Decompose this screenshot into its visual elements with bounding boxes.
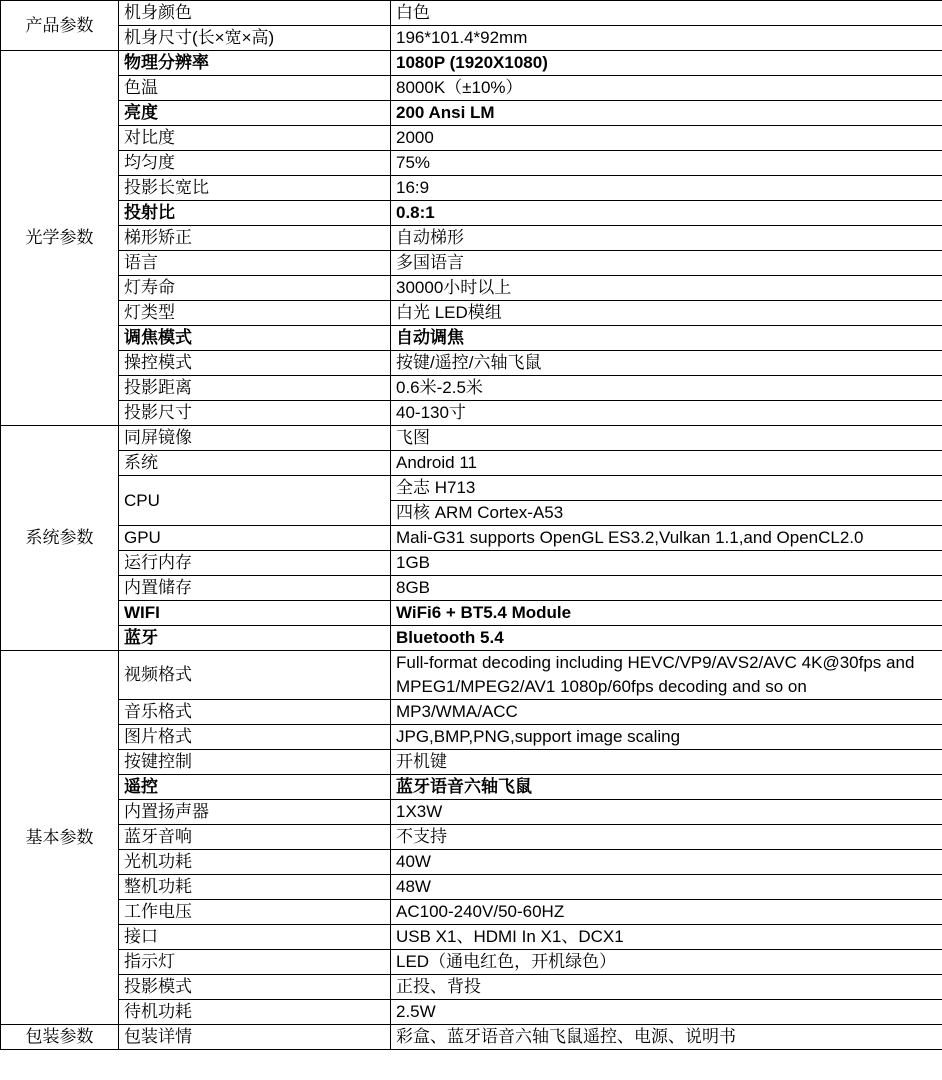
spec-label: 均匀度 [119, 151, 391, 176]
table-row [1, 101, 942, 126]
spec-label: 投影距离 [119, 376, 391, 401]
spec-value: USB X1、HDMI In X1、DCX1 [391, 925, 942, 950]
table-row [1, 576, 942, 601]
spec-value: 196*101.4*92mm [391, 26, 942, 51]
spec-value: 8000K（±10%） [391, 76, 942, 101]
table-row [1, 875, 942, 900]
table-row [1, 251, 942, 276]
spec-value: WiFi6 + BT5.4 Module [391, 601, 942, 626]
spec-label: 遥控 [119, 775, 391, 800]
table-row [1, 51, 942, 76]
spec-value: 0.8:1 [391, 201, 942, 226]
group-label: 包装参数 [1, 1025, 119, 1050]
spec-label: 投影模式 [119, 975, 391, 1000]
spec-label: 物理分辨率 [119, 51, 391, 76]
table-row [1, 825, 942, 850]
spec-value: 40W [391, 850, 942, 875]
table-row [1, 1025, 942, 1050]
spec-label: 机身尺寸(长×宽×高) [119, 26, 391, 51]
table-row [1, 975, 942, 1000]
spec-label: 梯形矫正 [119, 226, 391, 251]
table-row [1, 526, 942, 551]
spec-label: 整机功耗 [119, 875, 391, 900]
spec-value: 正投、背投 [391, 975, 942, 1000]
table-row [1, 775, 942, 800]
spec-label: 机身颜色 [119, 1, 391, 26]
table-row [1, 76, 942, 101]
spec-label: 亮度 [119, 101, 391, 126]
spec-label: 视频格式 [119, 651, 391, 700]
table-row [1, 26, 942, 51]
spec-value: 1X3W [391, 800, 942, 825]
spec-label: 调焦模式 [119, 326, 391, 351]
table-row [1, 850, 942, 875]
spec-value: Full-format decoding including HEVC/VP9/AVS2/AVC 4K@30fps and MPEG1/MPEG2/AV1 1080p/60fps decoding and so on [391, 651, 942, 700]
spec-value: Bluetooth 5.4 [391, 626, 942, 651]
spec-label: 语言 [119, 251, 391, 276]
spec-label: 操控模式 [119, 351, 391, 376]
table-row [1, 151, 942, 176]
spec-value: 30000小时以上 [391, 276, 942, 301]
table-row [1, 301, 942, 326]
spec-value: 1080P (1920X1080) [391, 51, 942, 76]
table-row [1, 900, 942, 925]
table-row [1, 1, 942, 26]
spec-label: 投射比 [119, 201, 391, 226]
spec-value: 全志 H713 [391, 476, 942, 501]
table-row [1, 276, 942, 301]
spec-value: LED（通电红色，开机绿色） [391, 950, 942, 975]
spec-label: 蓝牙 [119, 626, 391, 651]
spec-value: Android 11 [391, 451, 942, 476]
table-row [1, 925, 942, 950]
spec-value: 白光 LED模组 [391, 301, 942, 326]
table-row [1, 750, 942, 775]
spec-value: 按键/遥控/六轴飞鼠 [391, 351, 942, 376]
table-row [1, 626, 942, 651]
spec-value: 开机键 [391, 750, 942, 775]
spec-value: 16:9 [391, 176, 942, 201]
spec-value: 48W [391, 875, 942, 900]
spec-value: 飞图 [391, 426, 942, 451]
spec-value: 40-130寸 [391, 401, 942, 426]
table-row [1, 601, 942, 626]
spec-label: 系统 [119, 451, 391, 476]
group-label: 光学参数 [1, 51, 119, 426]
table-row [1, 226, 942, 251]
spec-label: 接口 [119, 925, 391, 950]
spec-label: 指示灯 [119, 950, 391, 975]
spec-label: 按键控制 [119, 750, 391, 775]
spec-value: 彩盒、蓝牙语音六轴飞鼠遥控、电源、说明书 [391, 1025, 942, 1050]
spec-value: 四核 ARM Cortex-A53 [391, 501, 942, 526]
spec-value: 自动调焦 [391, 326, 942, 351]
spec-label: 图片格式 [119, 725, 391, 750]
spec-table-body [1, 1, 942, 1050]
spec-value: 1GB [391, 551, 942, 576]
table-row [1, 451, 942, 476]
spec-value: 不支持 [391, 825, 942, 850]
spec-value: 2.5W [391, 1000, 942, 1025]
spec-value: Mali-G31 supports OpenGL ES3.2,Vulkan 1.1,and OpenCL2.0 [391, 526, 942, 551]
spec-value: 200 Ansi LM [391, 101, 942, 126]
spec-label: 光机功耗 [119, 850, 391, 875]
table-row [1, 351, 942, 376]
table-row [1, 651, 942, 700]
spec-value: 75% [391, 151, 942, 176]
spec-label: 灯寿命 [119, 276, 391, 301]
spec-label: CPU [119, 476, 391, 526]
spec-value: 0.6米-2.5米 [391, 376, 942, 401]
spec-label: 投影长宽比 [119, 176, 391, 201]
spec-label: 内置储存 [119, 576, 391, 601]
spec-value: 8GB [391, 576, 942, 601]
spec-label: 内置扬声器 [119, 800, 391, 825]
table-row [1, 426, 942, 451]
spec-label: 同屏镜像 [119, 426, 391, 451]
spec-label: 工作电压 [119, 900, 391, 925]
spec-label: 包装详情 [119, 1025, 391, 1050]
spec-label: 运行内存 [119, 551, 391, 576]
table-row [1, 326, 942, 351]
table-row [1, 950, 942, 975]
table-row [1, 725, 942, 750]
spec-label: WIFI [119, 601, 391, 626]
table-row [1, 476, 942, 501]
spec-value: 2000 [391, 126, 942, 151]
spec-label: 投影尺寸 [119, 401, 391, 426]
spec-label: 灯类型 [119, 301, 391, 326]
spec-value: JPG,BMP,PNG,support image scaling [391, 725, 942, 750]
table-row [1, 700, 942, 725]
table-row [1, 401, 942, 426]
table-row [1, 551, 942, 576]
table-row [1, 126, 942, 151]
spec-value: MP3/WMA/ACC [391, 700, 942, 725]
group-label: 系统参数 [1, 426, 119, 651]
group-label: 基本参数 [1, 651, 119, 1025]
spec-label: 音乐格式 [119, 700, 391, 725]
table-row [1, 201, 942, 226]
spec-value: AC100-240V/50-60HZ [391, 900, 942, 925]
table-row [1, 1000, 942, 1025]
spec-label: 待机功耗 [119, 1000, 391, 1025]
spec-label: 对比度 [119, 126, 391, 151]
spec-value: 蓝牙语音六轴飞鼠 [391, 775, 942, 800]
spec-value: 白色 [391, 1, 942, 26]
spec-label: GPU [119, 526, 391, 551]
group-label: 产品参数 [1, 1, 119, 51]
spec-value: 多国语言 [391, 251, 942, 276]
spec-value: 自动梯形 [391, 226, 942, 251]
spec-label: 蓝牙音响 [119, 825, 391, 850]
spec-label: 色温 [119, 76, 391, 101]
table-row [1, 176, 942, 201]
table-row [1, 800, 942, 825]
table-row [1, 376, 942, 401]
